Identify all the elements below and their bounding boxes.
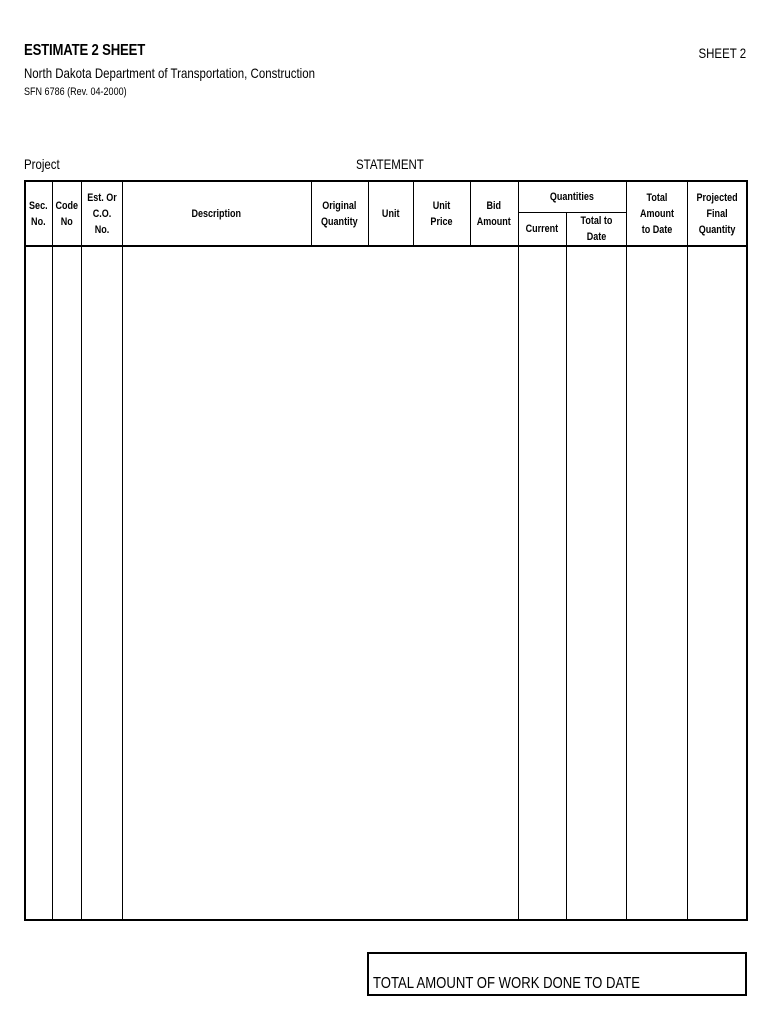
col-header-sec-no: Sec. No. <box>25 181 52 246</box>
projected-final-quantity-cell[interactable] <box>687 246 747 920</box>
statement-label: STATEMENT <box>356 156 424 172</box>
total-amount-to-date-cell[interactable] <box>626 246 687 920</box>
sheet-label: SHEET 2 <box>698 45 746 61</box>
department-subtitle: North Dakota Department of Transportation, Construction <box>24 65 315 81</box>
col-header-unit-price: Unit Price <box>413 181 470 246</box>
col-header-description: Description <box>122 181 311 246</box>
total-to-date-cell[interactable] <box>566 246 626 920</box>
col-header-projected-final-quantity: Projected Final Quantity <box>687 181 747 246</box>
sec-no-cell[interactable] <box>25 246 52 920</box>
code-no-cell[interactable] <box>52 246 81 920</box>
form-title: ESTIMATE 2 SHEET <box>24 42 146 59</box>
description-area[interactable] <box>122 246 518 920</box>
col-header-total-amount-to-date: Total Amount to Date <box>626 181 687 246</box>
total-amount-label: TOTAL AMOUNT OF WORK DONE TO DATE <box>373 975 641 992</box>
current-cell[interactable] <box>518 246 566 920</box>
form-number: SFN 6786 (Rev. 04-2000) <box>24 86 127 98</box>
col-header-quantities: Quantities <box>518 181 626 213</box>
col-header-unit: Unit <box>368 181 413 246</box>
col-header-code-no: Code No <box>52 181 81 246</box>
col-header-est-co-no: Est. Or C.O. No. <box>81 181 122 246</box>
col-header-bid-amount: Bid Amount <box>470 181 518 246</box>
col-header-current: Current <box>518 213 566 247</box>
est-co-no-cell[interactable] <box>81 246 122 920</box>
project-label: Project <box>24 156 60 172</box>
estimate-table <box>24 180 748 921</box>
total-amount-box[interactable] <box>367 952 747 996</box>
col-header-total-to-date: Total to Date <box>566 213 626 247</box>
col-header-original-quantity: Original Quantity <box>311 181 368 246</box>
table-body-row <box>25 246 747 920</box>
